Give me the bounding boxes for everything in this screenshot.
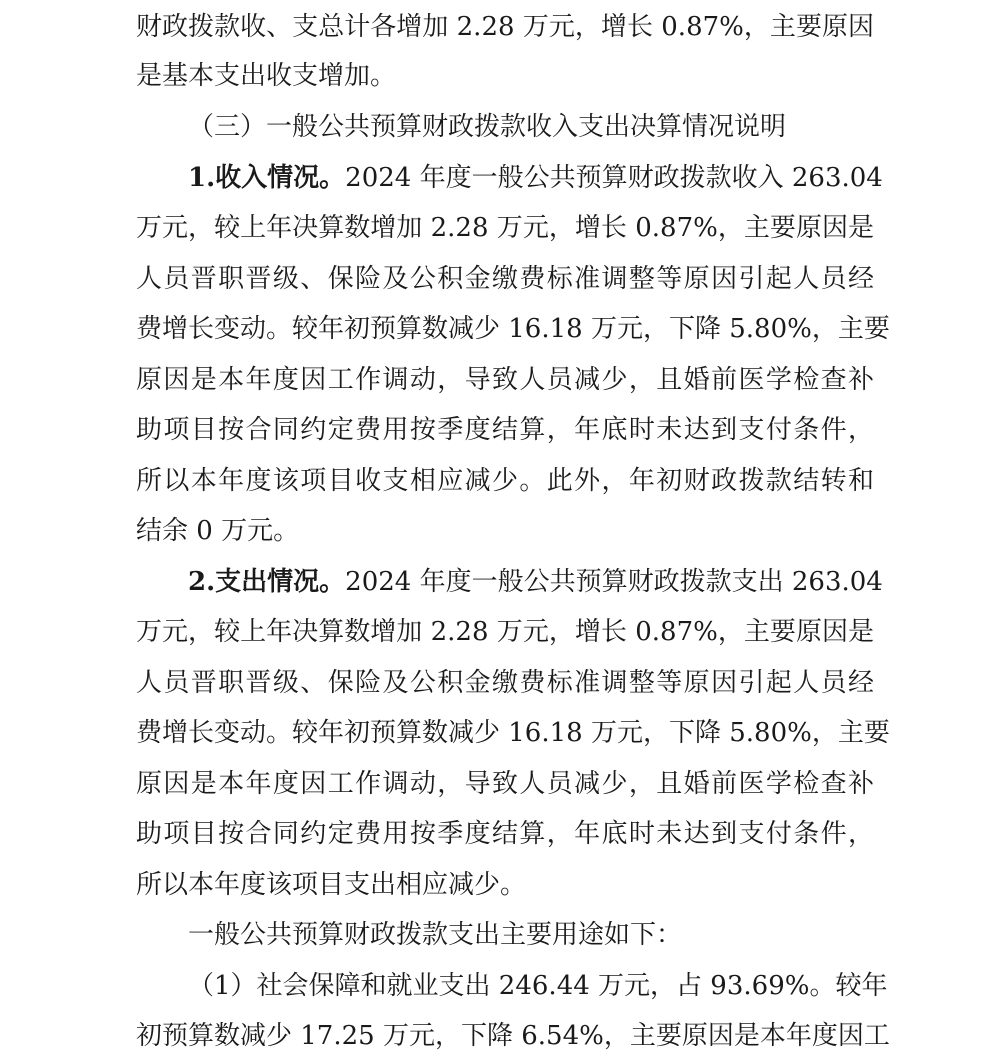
line-text: （1）社会保障和就业支出 246.44 万元，占 93.69%。较年 [188, 971, 888, 1001]
line-text: 人员晋职晋级、保险及公积金缴费标准调整等原因引起人员经 [136, 668, 874, 698]
paragraph-line [188, 557, 883, 607]
paragraph-line [136, 708, 890, 758]
line-text: 2024 年度一般公共预算财政拨款收入 263.04 [345, 163, 883, 193]
paragraph-line [136, 860, 526, 910]
paragraph-line [136, 809, 874, 859]
line-text: 助项目按合同约定费用按季度结算，年底时未达到支付条件， [136, 415, 874, 445]
subheading-income: 1.收入情况。 [188, 163, 346, 193]
line-text: 2024 年度一般公共预算财政拨款支出 263.04 [345, 567, 883, 597]
line-text: 初预算数减少 17.25 万元，下降 6.54%，主要原因是本年度因工 [136, 1021, 890, 1051]
paragraph-line [136, 304, 890, 354]
paragraph-line [136, 658, 874, 708]
paragraph-line [136, 203, 874, 253]
paragraph-line [136, 355, 874, 405]
paragraph-line [136, 1011, 890, 1061]
paragraph-line [136, 254, 874, 304]
section-heading [188, 102, 786, 152]
line-text: 费增长变动。较年初预算数减少 16.18 万元，下降 5.80%，主要 [136, 718, 890, 748]
paragraph-line [136, 607, 874, 657]
line-text: 是基本支出收支增加。 [136, 61, 397, 91]
line-text: 万元，较上年决算数增加 2.28 万元，增长 0.87%，主要原因是 [136, 213, 874, 243]
line-text: 原因是本年度因工作调动，导致人员减少，且婚前医学检查补 [136, 365, 874, 395]
paragraph-line [136, 2, 874, 52]
paragraph-line [136, 506, 299, 556]
line-text: 人员晋职晋级、保险及公积金缴费标准调整等原因引起人员经 [136, 264, 874, 294]
line-text: 财政拨款收、支总计各增加 2.28 万元，增长 0.87%，主要原因 [136, 12, 874, 42]
subheading-expense: 2.支出情况。 [188, 567, 346, 597]
line-text: 助项目按合同约定费用按季度结算，年底时未达到支付条件， [136, 819, 874, 849]
line-text: 万元，较上年决算数增加 2.28 万元，增长 0.87%，主要原因是 [136, 617, 874, 647]
section-heading-text: （三）一般公共预算财政拨款收入支出决算情况说明 [188, 112, 787, 142]
line-text: 一般公共预算财政拨款支出主要用途如下： [188, 920, 683, 950]
line-text: 结余 0 万元。 [136, 516, 300, 546]
paragraph-line [188, 910, 682, 960]
line-text: 费增长变动。较年初预算数减少 16.18 万元，下降 5.80%，主要 [136, 314, 890, 344]
paragraph-line [136, 456, 874, 506]
line-text: 原因是本年度因工作调动，导致人员减少，且婚前医学检查补 [136, 769, 874, 799]
paragraph-line [188, 153, 883, 203]
paragraph-line [136, 759, 874, 809]
paragraph-line [136, 51, 396, 101]
paragraph-line [136, 405, 874, 455]
line-text: 所以本年度该项目收支相应减少。此外，年初财政拨款结转和 [136, 466, 874, 496]
line-text: 所以本年度该项目支出相应减少。 [136, 870, 527, 900]
paragraph-line [188, 961, 888, 1011]
